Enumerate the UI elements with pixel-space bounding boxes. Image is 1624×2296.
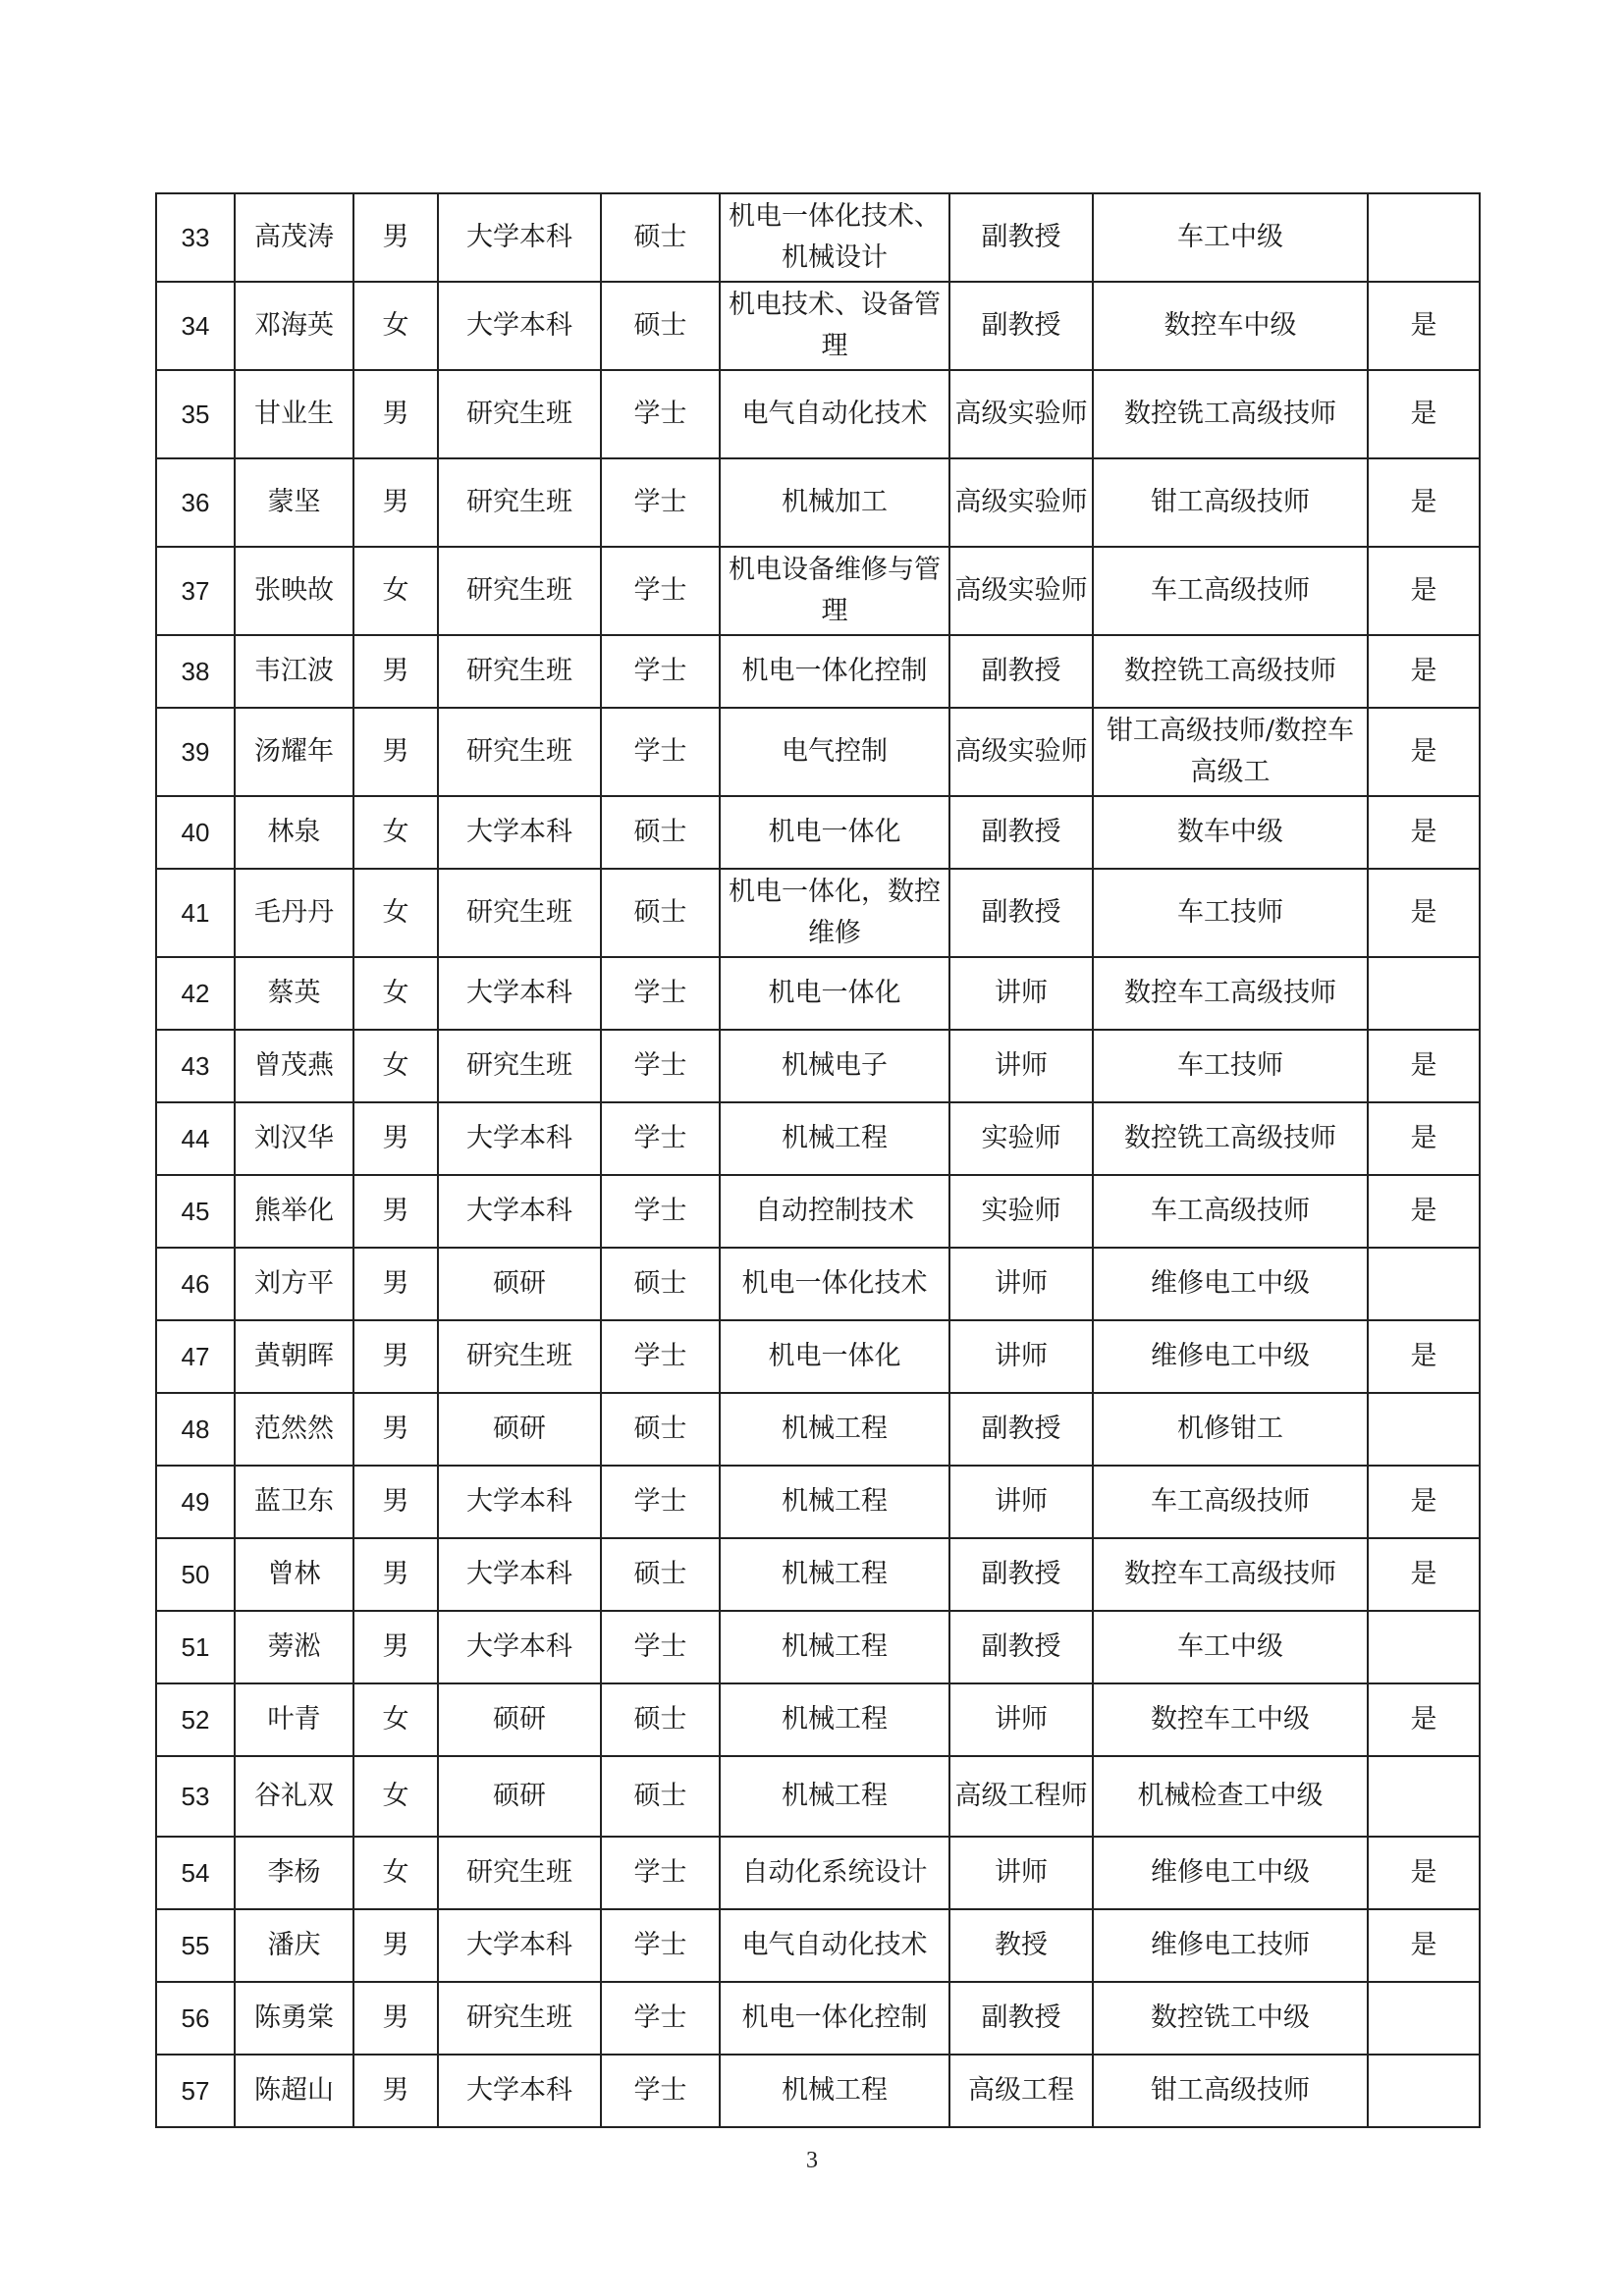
degree-cell: 学士: [601, 1611, 720, 1683]
name-cell: 张映故: [235, 547, 353, 635]
gender-cell: 男: [353, 1466, 438, 1538]
name-cell: 陈超山: [235, 2055, 353, 2127]
major-cell: 机电一体化: [720, 1320, 949, 1393]
major-cell: 机电一体化控制: [720, 635, 949, 708]
professional-title-cell: 讲师: [949, 1248, 1093, 1320]
table-row: [156, 458, 1480, 547]
name-cell: 蔡英: [235, 957, 353, 1030]
skill-certificate-cell: 车工技师: [1093, 869, 1368, 957]
major-cell: 机电一体化: [720, 796, 949, 869]
table-row: [156, 869, 1480, 957]
skill-certificate-cell: 车工技师: [1093, 1030, 1368, 1102]
flag-cell: 是: [1368, 1837, 1480, 1909]
name-cell: 李杨: [235, 1837, 353, 1909]
name-cell: 熊举化: [235, 1175, 353, 1248]
name-cell: 林泉: [235, 796, 353, 869]
row-number: 50: [156, 1538, 235, 1611]
skill-certificate-cell: 数控铣工中级: [1093, 1982, 1368, 2055]
degree-cell: 学士: [601, 547, 720, 635]
gender-cell: 女: [353, 547, 438, 635]
row-number: 51: [156, 1611, 235, 1683]
flag-cell: 是: [1368, 458, 1480, 547]
flag-cell: 是: [1368, 796, 1480, 869]
skill-certificate-cell: 钳工高级技师: [1093, 2055, 1368, 2127]
name-cell: 黄朝晖: [235, 1320, 353, 1393]
skill-certificate-cell: 维修电工中级: [1093, 1248, 1368, 1320]
education-cell: 硕研: [438, 1248, 601, 1320]
flag-cell: [1368, 193, 1480, 282]
degree-cell: 学士: [601, 2055, 720, 2127]
professional-title-cell: 高级工程师: [949, 1756, 1093, 1837]
major-cell: 机电一体化，数控维修: [720, 869, 949, 957]
table-row: [156, 1909, 1480, 1982]
education-cell: 研究生班: [438, 635, 601, 708]
professional-title-cell: 副教授: [949, 869, 1093, 957]
education-cell: 大学本科: [438, 1175, 601, 1248]
skill-certificate-cell: 机械检查工中级: [1093, 1756, 1368, 1837]
degree-cell: 学士: [601, 458, 720, 547]
row-number: 56: [156, 1982, 235, 2055]
skill-certificate-cell: 数控铣工高级技师: [1093, 1102, 1368, 1175]
degree-cell: 硕士: [601, 869, 720, 957]
staff-table-body: [156, 193, 1480, 2127]
education-cell: 大学本科: [438, 1538, 601, 1611]
table-row: [156, 796, 1480, 869]
professional-title-cell: 实验师: [949, 1102, 1093, 1175]
gender-cell: 男: [353, 1175, 438, 1248]
degree-cell: 硕士: [601, 1393, 720, 1466]
education-cell: 大学本科: [438, 193, 601, 282]
major-cell: 自动化系统设计: [720, 1837, 949, 1909]
degree-cell: 学士: [601, 708, 720, 796]
table-row: [156, 1393, 1480, 1466]
major-cell: 机电技术、设备管理: [720, 282, 949, 370]
degree-cell: 学士: [601, 957, 720, 1030]
row-number: 44: [156, 1102, 235, 1175]
gender-cell: 女: [353, 1756, 438, 1837]
professional-title-cell: 讲师: [949, 957, 1093, 1030]
name-cell: 潘庆: [235, 1909, 353, 1982]
major-cell: 电气控制: [720, 708, 949, 796]
flag-cell: [1368, 1393, 1480, 1466]
degree-cell: 学士: [601, 1030, 720, 1102]
major-cell: 机械工程: [720, 1683, 949, 1756]
degree-cell: 学士: [601, 1982, 720, 2055]
skill-certificate-cell: 机修钳工: [1093, 1393, 1368, 1466]
skill-certificate-cell: 车工高级技师: [1093, 1466, 1368, 1538]
flag-cell: [1368, 1756, 1480, 1837]
professional-title-cell: 讲师: [949, 1837, 1093, 1909]
education-cell: 硕研: [438, 1756, 601, 1837]
table-row: [156, 1683, 1480, 1756]
row-number: 36: [156, 458, 235, 547]
row-number: 52: [156, 1683, 235, 1756]
row-number: 38: [156, 635, 235, 708]
table-row: [156, 1102, 1480, 1175]
gender-cell: 男: [353, 193, 438, 282]
major-cell: 机械工程: [720, 1538, 949, 1611]
flag-cell: 是: [1368, 1909, 1480, 1982]
education-cell: 研究生班: [438, 869, 601, 957]
flag-cell: 是: [1368, 547, 1480, 635]
flag-cell: [1368, 1982, 1480, 2055]
name-cell: 陈勇棠: [235, 1982, 353, 2055]
degree-cell: 硕士: [601, 1248, 720, 1320]
major-cell: 机械电子: [720, 1030, 949, 1102]
professional-title-cell: 副教授: [949, 796, 1093, 869]
education-cell: 大学本科: [438, 1466, 601, 1538]
degree-cell: 学士: [601, 1466, 720, 1538]
degree-cell: 学士: [601, 1175, 720, 1248]
row-number: 57: [156, 2055, 235, 2127]
professional-title-cell: 高级实验师: [949, 708, 1093, 796]
major-cell: 机电一体化技术、机械设计: [720, 193, 949, 282]
name-cell: 曾林: [235, 1538, 353, 1611]
skill-certificate-cell: 维修电工中级: [1093, 1837, 1368, 1909]
name-cell: 邓海英: [235, 282, 353, 370]
table-row: [156, 370, 1480, 458]
gender-cell: 男: [353, 370, 438, 458]
flag-cell: [1368, 957, 1480, 1030]
professional-title-cell: 高级工程: [949, 2055, 1093, 2127]
flag-cell: 是: [1368, 282, 1480, 370]
major-cell: 自动控制技术: [720, 1175, 949, 1248]
table-row: [156, 1030, 1480, 1102]
row-number: 47: [156, 1320, 235, 1393]
education-cell: 大学本科: [438, 2055, 601, 2127]
professional-title-cell: 高级实验师: [949, 370, 1093, 458]
name-cell: 韦江波: [235, 635, 353, 708]
table-row: [156, 635, 1480, 708]
skill-certificate-cell: 车工中级: [1093, 1611, 1368, 1683]
table-row: [156, 1538, 1480, 1611]
skill-certificate-cell: 数控铣工高级技师: [1093, 635, 1368, 708]
table-row: [156, 1320, 1480, 1393]
skill-certificate-cell: 车工中级: [1093, 193, 1368, 282]
skill-certificate-cell: 车工高级技师: [1093, 1175, 1368, 1248]
professional-title-cell: 副教授: [949, 282, 1093, 370]
skill-certificate-cell: 数控车工高级技师: [1093, 957, 1368, 1030]
education-cell: 大学本科: [438, 1102, 601, 1175]
degree-cell: 学士: [601, 635, 720, 708]
professional-title-cell: 副教授: [949, 1611, 1093, 1683]
row-number: 41: [156, 869, 235, 957]
row-number: 40: [156, 796, 235, 869]
name-cell: 毛丹丹: [235, 869, 353, 957]
gender-cell: 男: [353, 1102, 438, 1175]
gender-cell: 女: [353, 1683, 438, 1756]
education-cell: 大学本科: [438, 1909, 601, 1982]
major-cell: 机电一体化控制: [720, 1982, 949, 2055]
gender-cell: 男: [353, 1538, 438, 1611]
professional-title-cell: 讲师: [949, 1030, 1093, 1102]
education-cell: 研究生班: [438, 370, 601, 458]
major-cell: 电气自动化技术: [720, 1909, 949, 1982]
name-cell: 蓝卫东: [235, 1466, 353, 1538]
table-row: [156, 2055, 1480, 2127]
professional-title-cell: 实验师: [949, 1175, 1093, 1248]
flag-cell: [1368, 1611, 1480, 1683]
table-row: [156, 193, 1480, 282]
degree-cell: 硕士: [601, 1538, 720, 1611]
gender-cell: 男: [353, 1909, 438, 1982]
row-number: 54: [156, 1837, 235, 1909]
table-row: [156, 1837, 1480, 1909]
education-cell: 研究生班: [438, 1982, 601, 2055]
table-row: [156, 1982, 1480, 2055]
name-cell: 蒡淞: [235, 1611, 353, 1683]
major-cell: 机械工程: [720, 1611, 949, 1683]
skill-certificate-cell: 钳工高级技师: [1093, 458, 1368, 547]
flag-cell: [1368, 1248, 1480, 1320]
flag-cell: 是: [1368, 1320, 1480, 1393]
gender-cell: 女: [353, 796, 438, 869]
flag-cell: 是: [1368, 1466, 1480, 1538]
professional-title-cell: 讲师: [949, 1683, 1093, 1756]
major-cell: 电气自动化技术: [720, 370, 949, 458]
professional-title-cell: 副教授: [949, 635, 1093, 708]
gender-cell: 女: [353, 1030, 438, 1102]
gender-cell: 男: [353, 1982, 438, 2055]
professional-title-cell: 高级实验师: [949, 458, 1093, 547]
gender-cell: 男: [353, 458, 438, 547]
degree-cell: 学士: [601, 1320, 720, 1393]
row-number: 46: [156, 1248, 235, 1320]
gender-cell: 男: [353, 1393, 438, 1466]
degree-cell: 硕士: [601, 282, 720, 370]
major-cell: 机械工程: [720, 1393, 949, 1466]
degree-cell: 学士: [601, 1909, 720, 1982]
major-cell: 机电一体化技术: [720, 1248, 949, 1320]
row-number: 48: [156, 1393, 235, 1466]
table-row: [156, 708, 1480, 796]
gender-cell: 男: [353, 2055, 438, 2127]
skill-certificate-cell: 数控车工中级: [1093, 1683, 1368, 1756]
row-number: 39: [156, 708, 235, 796]
flag-cell: 是: [1368, 370, 1480, 458]
education-cell: 研究生班: [438, 1030, 601, 1102]
table-row: [156, 957, 1480, 1030]
name-cell: 蒙坚: [235, 458, 353, 547]
row-number: 55: [156, 1909, 235, 1982]
flag-cell: 是: [1368, 1030, 1480, 1102]
education-cell: 研究生班: [438, 458, 601, 547]
name-cell: 刘方平: [235, 1248, 353, 1320]
degree-cell: 硕士: [601, 1756, 720, 1837]
name-cell: 叶青: [235, 1683, 353, 1756]
row-number: 53: [156, 1756, 235, 1837]
skill-certificate-cell: 数车中级: [1093, 796, 1368, 869]
professional-title-cell: 教授: [949, 1909, 1093, 1982]
row-number: 42: [156, 957, 235, 1030]
major-cell: 机电设备维修与管理: [720, 547, 949, 635]
degree-cell: 学士: [601, 370, 720, 458]
table-row: [156, 547, 1480, 635]
table-row: [156, 1756, 1480, 1837]
education-cell: 硕研: [438, 1393, 601, 1466]
table-row: [156, 1611, 1480, 1683]
name-cell: 谷礼双: [235, 1756, 353, 1837]
education-cell: 研究生班: [438, 1837, 601, 1909]
major-cell: 机械工程: [720, 1102, 949, 1175]
table-row: [156, 1248, 1480, 1320]
row-number: 34: [156, 282, 235, 370]
row-number: 49: [156, 1466, 235, 1538]
gender-cell: 男: [353, 1320, 438, 1393]
professional-title-cell: 高级实验师: [949, 547, 1093, 635]
major-cell: 机械工程: [720, 1756, 949, 1837]
professional-title-cell: 副教授: [949, 193, 1093, 282]
degree-cell: 学士: [601, 1102, 720, 1175]
row-number: 43: [156, 1030, 235, 1102]
degree-cell: 硕士: [601, 1683, 720, 1756]
flag-cell: 是: [1368, 1683, 1480, 1756]
name-cell: 曾茂燕: [235, 1030, 353, 1102]
major-cell: 机电一体化: [720, 957, 949, 1030]
education-cell: 研究生班: [438, 708, 601, 796]
row-number: 33: [156, 193, 235, 282]
flag-cell: 是: [1368, 708, 1480, 796]
row-number: 37: [156, 547, 235, 635]
skill-certificate-cell: 维修电工中级: [1093, 1320, 1368, 1393]
gender-cell: 女: [353, 282, 438, 370]
table-row: [156, 1175, 1480, 1248]
professional-title-cell: 讲师: [949, 1320, 1093, 1393]
flag-cell: 是: [1368, 635, 1480, 708]
gender-cell: 女: [353, 1837, 438, 1909]
flag-cell: 是: [1368, 1102, 1480, 1175]
table-row: [156, 282, 1480, 370]
education-cell: 大学本科: [438, 282, 601, 370]
flag-cell: [1368, 2055, 1480, 2127]
gender-cell: 女: [353, 957, 438, 1030]
row-number: 45: [156, 1175, 235, 1248]
name-cell: 甘业生: [235, 370, 353, 458]
name-cell: 刘汉华: [235, 1102, 353, 1175]
page-number: 3: [806, 2148, 818, 2173]
degree-cell: 硕士: [601, 193, 720, 282]
gender-cell: 男: [353, 708, 438, 796]
skill-certificate-cell: 车工高级技师: [1093, 547, 1368, 635]
education-cell: 大学本科: [438, 957, 601, 1030]
staff-table: [155, 192, 1481, 2128]
name-cell: 范然然: [235, 1393, 353, 1466]
education-cell: 大学本科: [438, 1611, 601, 1683]
degree-cell: 学士: [601, 1837, 720, 1909]
skill-certificate-cell: 数控车中级: [1093, 282, 1368, 370]
name-cell: 高茂涛: [235, 193, 353, 282]
education-cell: 大学本科: [438, 796, 601, 869]
major-cell: 机械工程: [720, 2055, 949, 2127]
gender-cell: 男: [353, 1611, 438, 1683]
name-cell: 汤耀年: [235, 708, 353, 796]
flag-cell: 是: [1368, 869, 1480, 957]
education-cell: 硕研: [438, 1683, 601, 1756]
degree-cell: 硕士: [601, 796, 720, 869]
professional-title-cell: 讲师: [949, 1466, 1093, 1538]
row-number: 35: [156, 370, 235, 458]
education-cell: 研究生班: [438, 547, 601, 635]
professional-title-cell: 副教授: [949, 1982, 1093, 2055]
skill-certificate-cell: 钳工高级技师/数控车高级工: [1093, 708, 1368, 796]
professional-title-cell: 副教授: [949, 1393, 1093, 1466]
professional-title-cell: 副教授: [949, 1538, 1093, 1611]
skill-certificate-cell: 数控车工高级技师: [1093, 1538, 1368, 1611]
major-cell: 机械加工: [720, 458, 949, 547]
table-row: [156, 1466, 1480, 1538]
gender-cell: 男: [353, 635, 438, 708]
skill-certificate-cell: 数控铣工高级技师: [1093, 370, 1368, 458]
flag-cell: 是: [1368, 1538, 1480, 1611]
education-cell: 研究生班: [438, 1320, 601, 1393]
major-cell: 机械工程: [720, 1466, 949, 1538]
skill-certificate-cell: 维修电工技师: [1093, 1909, 1368, 1982]
gender-cell: 男: [353, 1248, 438, 1320]
flag-cell: 是: [1368, 1175, 1480, 1248]
gender-cell: 女: [353, 869, 438, 957]
